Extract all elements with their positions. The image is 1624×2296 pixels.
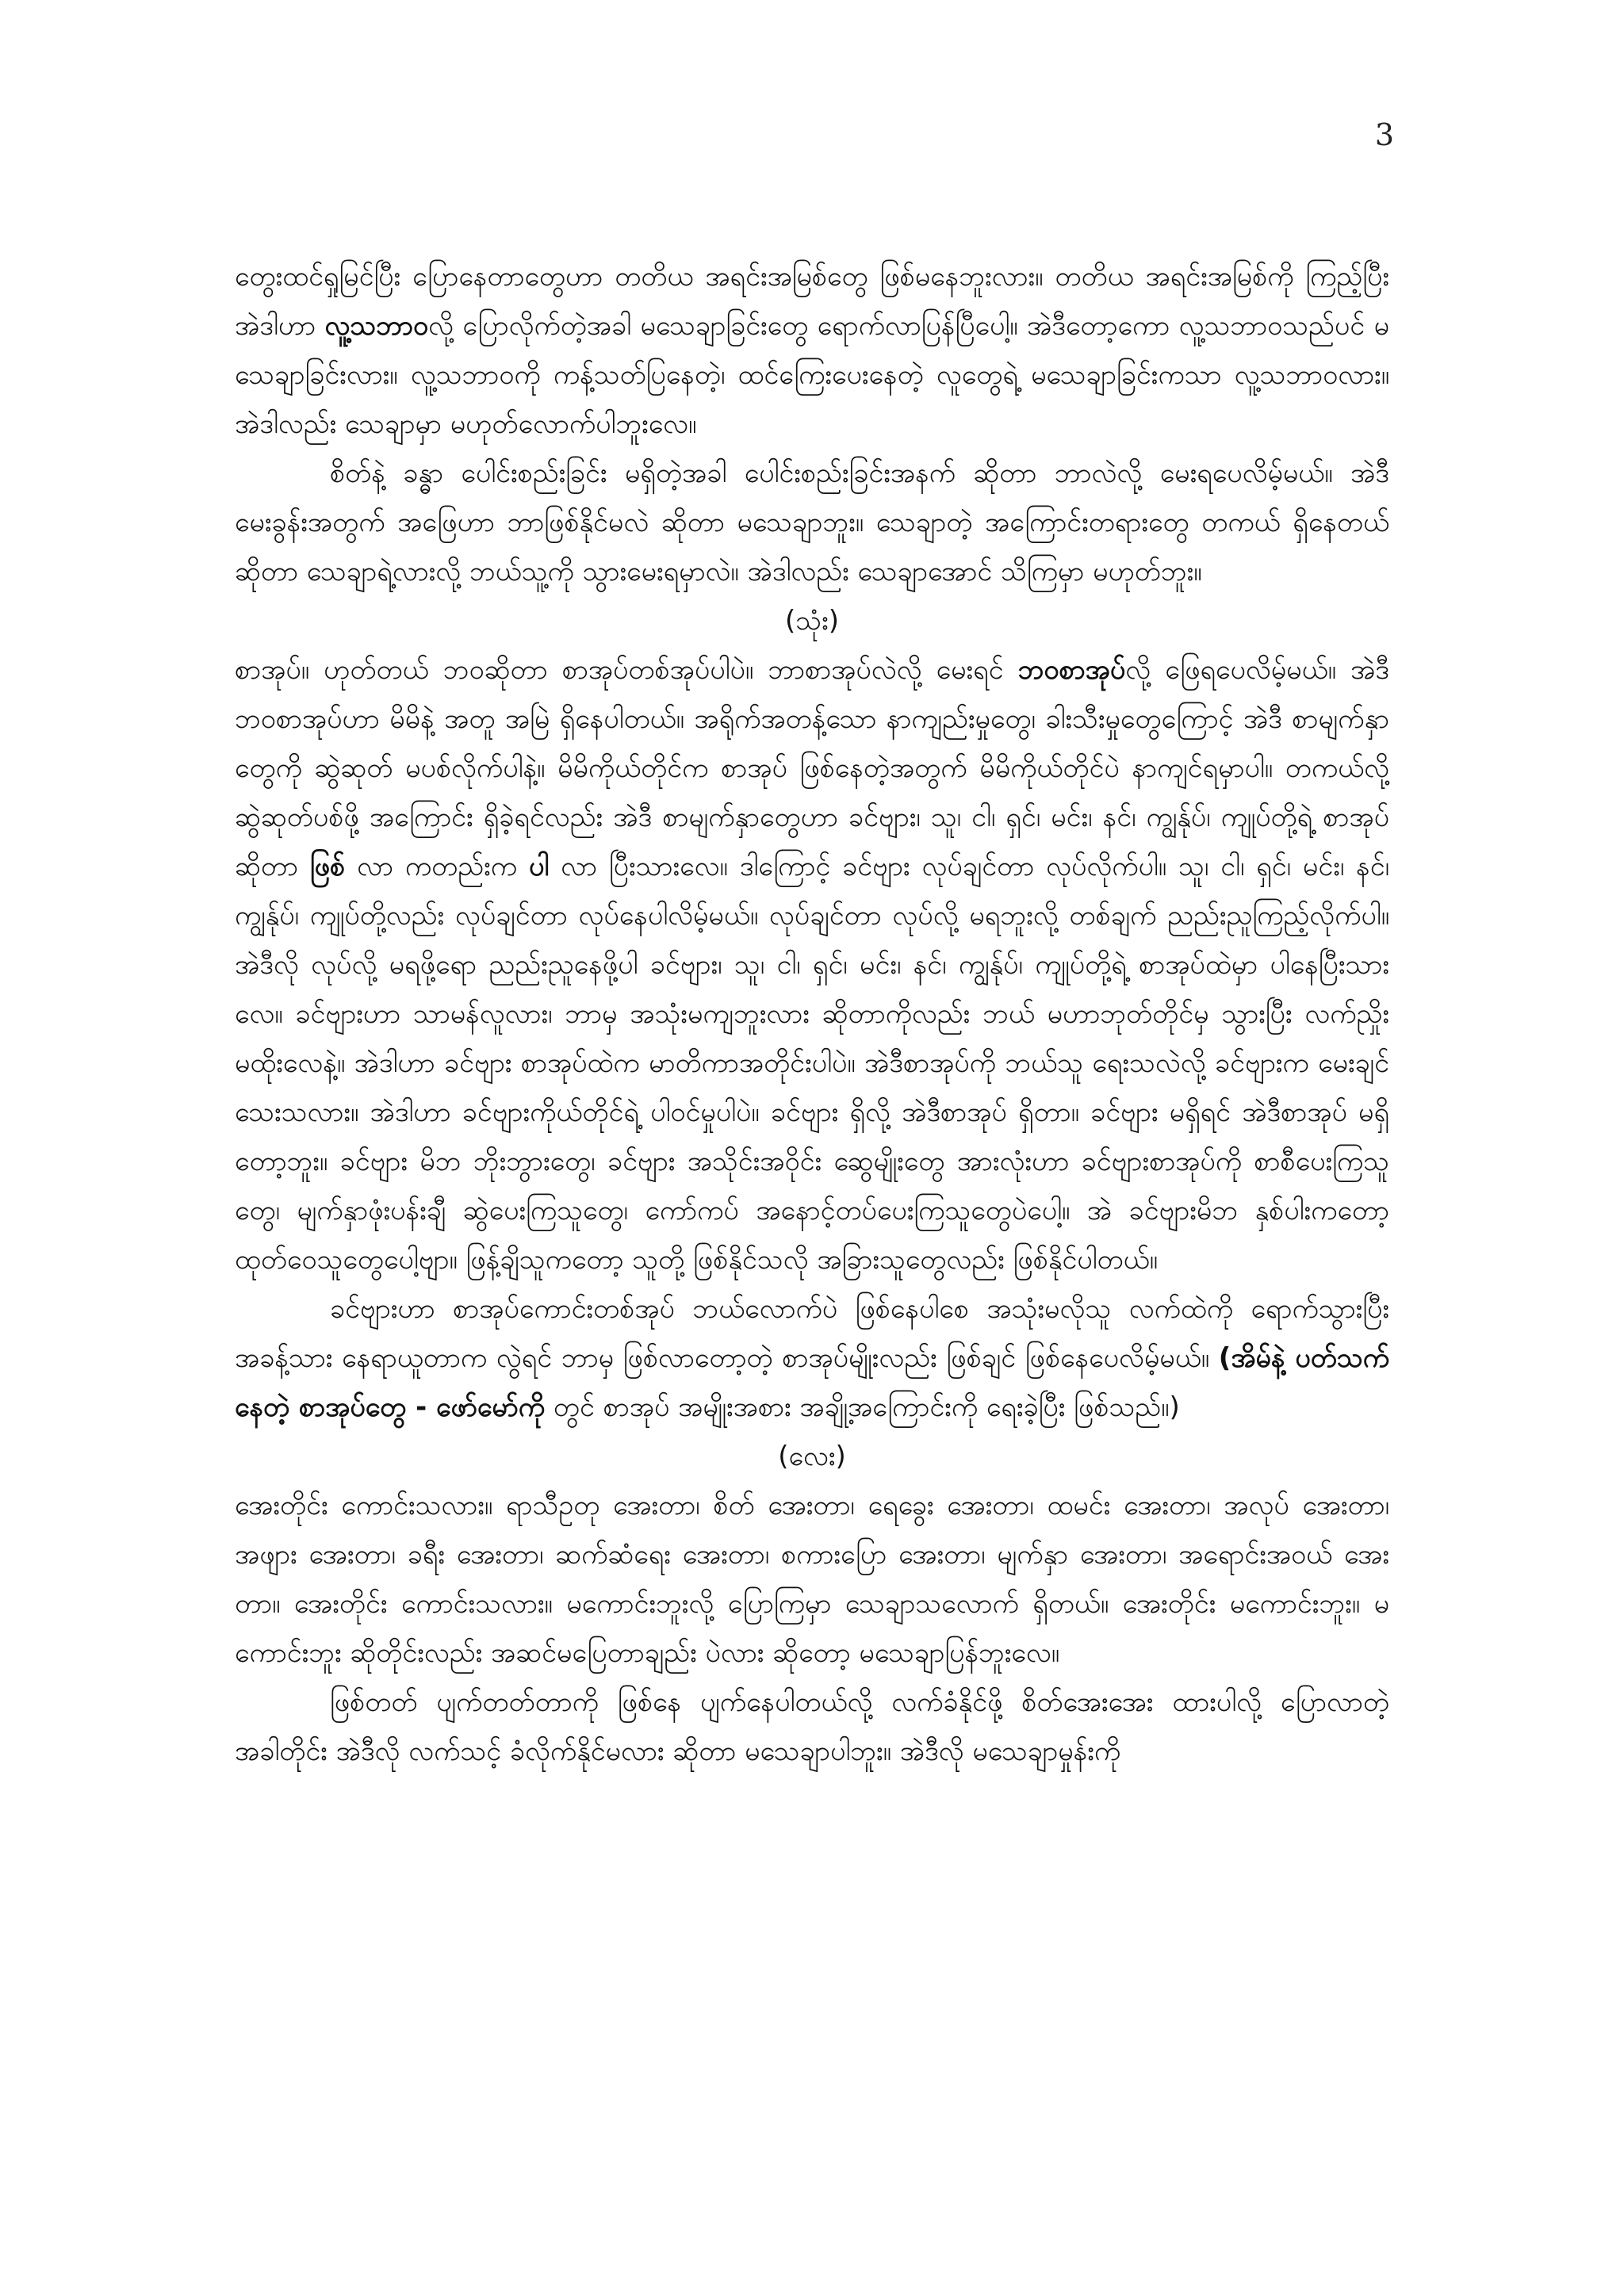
paragraph	[235, 1481, 1389, 1678]
bold-text-segment: ပါ	[528, 851, 550, 882]
text-segment: တွေးထင်ရှုမြင်ပြီး ပြောနေတာတွေဟာ တတိယ အရင်းအမြစ်တွေ ဖြစ်မနေဘူးလား။ တတိယ အရင်းအမြစ်ကို ကြည့်ပြီး အဲဒါဟာ	[235, 261, 1389, 342]
text-segment: ခင်ဗျားဟာ စာအုပ်ကောင်းတစ်အုပ် ဘယ်လောက်ပဲ ဖြစ်နေပါစေ အသုံးမလိုသူ လက်ထဲကို ရောက်သွားပြီး အခန့်သား နေရာယူတာက လွဲရင် ဘာမှ ဖြစ်လာတော့တဲ့ စာအုပ်မျိုးလည်း ဖြစ်ချင် ဖြစ်နေပေလိမ့်မယ်။	[235, 1293, 1389, 1374]
paragraph	[235, 252, 1389, 449]
section-heading: (လေး)	[778, 1441, 846, 1472]
paragraph	[235, 1678, 1389, 1776]
page-number: 3	[1374, 117, 1394, 152]
paragraph	[235, 449, 1389, 596]
text-segment: လို့ ဖြေရပေလိမ့်မယ်။ အဲဒီ ဘဝစာအုပ်ဟာ မိမိနဲ့ အတူ အမြဲ ရှိနေပါတယ်။ အရိုက်အတန့်သော နာကျည်းမှုတွေ၊ ခါးသီးမှုတွေကြောင့် အဲဒီ စာမျက်နှာတွေကို ဆွဲဆုတ် မပစ်လိုက်ပါနဲ့။ မိမိကိုယ်တိုင်က စာအုပ် ဖြစ်နေတဲ့အတွက် မိမိကိုယ်တိုင်ပဲ နာကျင်ရမှာပါ။ တကယ်လို့ ဆွဲဆုတ်ပစ်ဖို့ အကြောင်း ရှိခဲ့ရင်လည်း အဲဒီ စာမျက်နှာတွေဟာ ခင်ဗျား၊ သူ၊ ငါ၊ ရှင်၊ မင်း၊ နင်၊ ကျွန်ုပ်၊ ကျုပ်တို့ရဲ့ စာအုပ်ဆိုတာ	[235, 654, 1389, 882]
bold-text-segment: ဘဝစာအုပ်	[1017, 654, 1126, 686]
text-segment: တွင် စာအုပ် အမျိုးအစား အချို့အကြောင်းကို ရေးခဲ့ပြီး ဖြစ်သည်။)	[545, 1391, 1180, 1423]
text-segment: လာ ပြီးသားလေ။ ဒါကြောင့် ခင်ဗျား လုပ်ချင်တာ လုပ်လိုက်ပါ။ သူ၊ ငါ၊ ရှင်၊ မင်း၊ နင်၊ ကျွန်ုပ်၊ ကျုပ်တို့လည်း လုပ်ချင်တာ လုပ်နေပါလိမ့်မယ်။ လုပ်ချင်တာ လုပ်လို့ မရဘူးလို့ တစ်ချက် ညည်းညူကြည့်လိုက်ပါ။ အဲဒီလို လုပ်လို့ မရဖို့ရော ညည်းညူနေဖို့ပါ ခင်ဗျား၊ သူ၊ ငါ၊ ရှင်၊ မင်း၊ နင်၊ ကျွန်ုပ်၊ ကျုပ်တို့ရဲ့ စာအုပ်ထဲမှာ ပါနေပြီးသားလေ။ ခင်ဗျားဟာ သာမန်လူလား၊ ဘာမှ အသုံးမကျဘူးလား ဆိုတာကိုလည်း ဘယ် မဟာဘုတ်တိုင်မှ သွားပြီး လက်ညှိုး မထိုးလေနဲ့။ အဲဒါဟာ ခင်ဗျား စာအုပ်ထဲက မာတိကာအတိုင်းပါပဲ။ အဲဒီစာအုပ်ကို ဘယ်သူ ရေးသလဲလို့ ခင်ဗျားက မေးချင်သေးသလား။ အဲဒါဟာ ခင်ဗျားကိုယ်တိုင်ရဲ့ ပါဝင်မှုပါပဲ။ ခင်ဗျား ရှိလို့ အဲဒီစာအုပ် ရှိတာ။ ခင်ဗျား မရှိရင် အဲဒီစာအုပ် မရှိတော့ဘူး။ ခင်ဗျား မိဘ ဘိုးဘွားတွေ၊ ခင်ဗျား အသိုင်းအဝိုင်း ဆွေမျိုးတွေ အားလုံးဟာ ခင်ဗျားစာအုပ်ကို စာစီပေးကြသူတွေ၊ မျက်နှာဖုံးပန်းချီ ဆွဲပေးကြသူတွေ၊ ကော်ကပ် အနောင့်တပ်ပေးကြသူတွေပဲပေါ့။ အဲ ခင်ဗျားမိဘ နှစ်ပါးကတော့ ထုတ်ဝေသူတွေပေါ့ဗျာ။ ဖြန့်ချိသူကတော့ သူတို့ ဖြစ်နိုင်သလို အခြားသူတွေလည်း ဖြစ်နိုင်ပါတယ်။	[235, 851, 1389, 1276]
paragraph	[235, 1284, 1389, 1432]
text-segment: ဖြစ်တတ် ပျက်တတ်တာကို ဖြစ်နေ ပျက်နေပါတယ်လို့ လက်ခံနိုင်ဖို့ စိတ်အေးအေး ထားပါလို့ ပြောလာတဲ့အခါတိုင်း အဲဒီလို လက်သင့် ခံလိုက်နိုင်မလား ဆိုတာ မသေချာပါဘူး။ အဲဒီလို မသေချာမှုန်းကို	[235, 1686, 1389, 1767]
bold-text-segment: (အိမ်နဲ့ ပတ်သက်နေတဲ့ စာအုပ်တွေ - ဖော်မော်ကို	[235, 1342, 1389, 1423]
paragraph	[235, 645, 1389, 1284]
text-segment: လာ ကတည်းက	[345, 851, 529, 882]
bold-text-segment: လူ့သဘာဝ	[324, 310, 429, 342]
text-segment: စာအုပ်။ ဟုတ်တယ် ဘဝဆိုတာ စာအုပ်တစ်အုပ်ပါပဲ။ ဘာစာအုပ်လဲလို့ မေးရင်	[235, 654, 1018, 686]
text-segment: စိတ်နဲ့ ခန္ဓာ ပေါင်းစည်းခြင်း မရှိတဲ့အခါ ပေါင်းစည်းခြင်းအနက် ဆိုတာ ဘာလဲလို့ မေးရပေလိမ့်မယ်။ အဲဒီ မေးခွန်းအတွက် အဖြေဟာ ဘာဖြစ်နိုင်မလဲ ဆိုတာ မသေချာဘူး။ သေချာတဲ့ အကြောင်းတရားတွေ တကယ် ရှိနေတယ် ဆိုတာ သေချာရဲ့လားလို့ ဘယ်သူ့ကို သွားမေးရမှာလဲ။ အဲဒါလည်း သေချာအောင် သိကြမှာ မဟုတ်ဘူး။	[235, 457, 1389, 587]
text-segment: လို့ ပြောလိုက်တဲ့အခါ မသေချာခြင်းတွေ ရောက်လာပြန်ပြီပေါ့။ အဲဒီတော့ကော လူ့သဘာဝသည်ပင် မသေချာခြင်းလား။ လူ့သဘာဝကို ကန့်သတ်ပြနေတဲ့၊ ထင်ကြေးပေးနေတဲ့ လူတွေရဲ့ မသေချာခြင်းကသာ လူ့သဘာဝလား။ အဲဒါလည်း သေချာမှာ မဟုတ်လောက်ပါဘူးလေ။	[235, 310, 1390, 440]
text-segment: အေးတိုင်း ကောင်းသလား။ ရာသီဥတု အေးတာ၊ စိတ် အေးတာ၊ ရေခွေး အေးတာ၊ ထမင်း အေးတာ၊ အလုပ် အေးတာ၊ အဖျား အေးတာ၊ ခရီး အေးတာ၊ ဆက်ဆံရေး အေးတာ၊ စကားပြော အေးတာ၊ မျက်နှာ အေးတာ၊ အရောင်းအဝယ် အေးတာ။ အေးတိုင်း ကောင်းသလား။ မကောင်းဘူးလို့ ပြောကြမှာ သေချာသလောက် ရှိတယ်။ အေးတိုင်း မကောင်းဘူး။ မကောင်းဘူး ဆိုတိုင်းလည်း အဆင်မပြေတာချည်း ပဲလား ဆိုတော့ မသေချာပြန်ဘူးလေ။	[235, 1490, 1389, 1669]
bold-text-segment: ဖြစ်	[309, 851, 346, 882]
section-heading: (သုံး)	[784, 605, 840, 637]
body-text	[235, 252, 1389, 1776]
